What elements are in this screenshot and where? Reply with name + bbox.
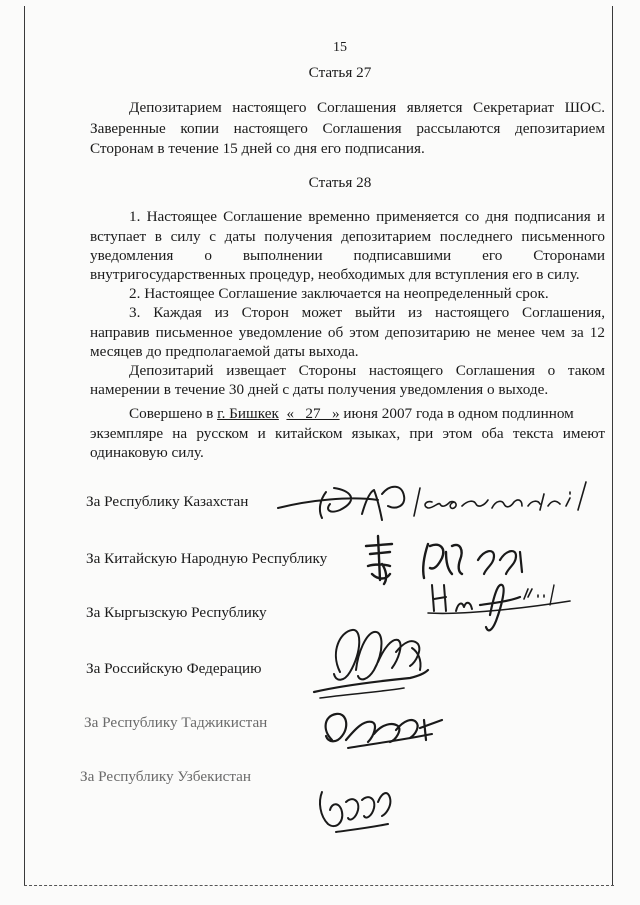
done-day: « 27 »: [286, 405, 340, 422]
signatory-kazakhstan: За Республику Казахстан: [86, 493, 249, 510]
article-28-line: 3. Каждая из Сторон может выйти из настоящего Соглашения,: [129, 304, 605, 321]
article-28-line: вступает в силу с даты получения депозитарием последнего письменного: [90, 228, 605, 245]
article-28-line: 1. Настоящее Соглашение временно применяется со дня подписания и: [129, 208, 605, 225]
page-left-border: [24, 6, 25, 886]
article-28-line: внутригосударственных процедур, необходимых для вступления его в силу.: [90, 266, 580, 283]
article-28-line: 2. Настоящее Соглашение заключается на неопределенный срок.: [129, 285, 549, 302]
signatory-russia: За Российскую Федерацию: [86, 660, 262, 677]
page-bottom-line: [24, 885, 614, 886]
article-28-line: уведомления о выполнении подписавшими его Сторонами: [90, 247, 605, 264]
article-28-heading: Статья 28: [308, 174, 372, 191]
page-right-border: [612, 6, 613, 886]
article-27-line: Заверенные копии настоящего Соглашения рассылаются депозитарием: [90, 120, 605, 137]
done-line-1: [129, 404, 619, 423]
done-line-3: одинаковую силу.: [90, 444, 204, 461]
article-28-line: направив письменное уведомление об этом депозитарию не менее чем за 12: [90, 324, 605, 341]
article-28-line: намерении в течение 30 дней с даты получения уведомления о выходе.: [90, 381, 549, 398]
article-27-line: Сторонам в течение 15 дней со дня его подписания.: [90, 140, 425, 157]
kazakhstan-signature-image: [270, 470, 610, 530]
signatory-uzbekistan: За Республику Узбекистан: [80, 768, 252, 785]
done-city: г. Бишкек: [217, 405, 279, 422]
done-rest: июня 2007 года в одном подлинном: [339, 405, 574, 422]
done-prefix: Совершено в: [129, 405, 218, 422]
signatory-kyrgyzstan: За Кыргызскую Республику: [86, 604, 267, 621]
article-27-heading: Статья 27: [308, 64, 372, 81]
russia-signature-image: [300, 612, 460, 712]
signatory-china: За Китайскую Народную Республику: [86, 550, 328, 567]
tajikistan-signature-image: [312, 700, 462, 760]
page-number: 15: [333, 40, 347, 55]
signatory-tajikistan: За Республику Таджикистан: [84, 714, 268, 731]
done-line-2: экземпляре на русском и китайском языках, при этом оба текста имеют: [90, 425, 605, 442]
article-28-line: месяцев до предполагаемой даты выхода.: [90, 343, 359, 360]
article-28-line: Депозитарий извещает Стороны настоящего Соглашения о таком: [129, 362, 605, 379]
article-27-line: Депозитарием настоящего Соглашения является Секретариат ШОС.: [129, 99, 605, 116]
uzbekistan-signature-image: [308, 772, 408, 852]
